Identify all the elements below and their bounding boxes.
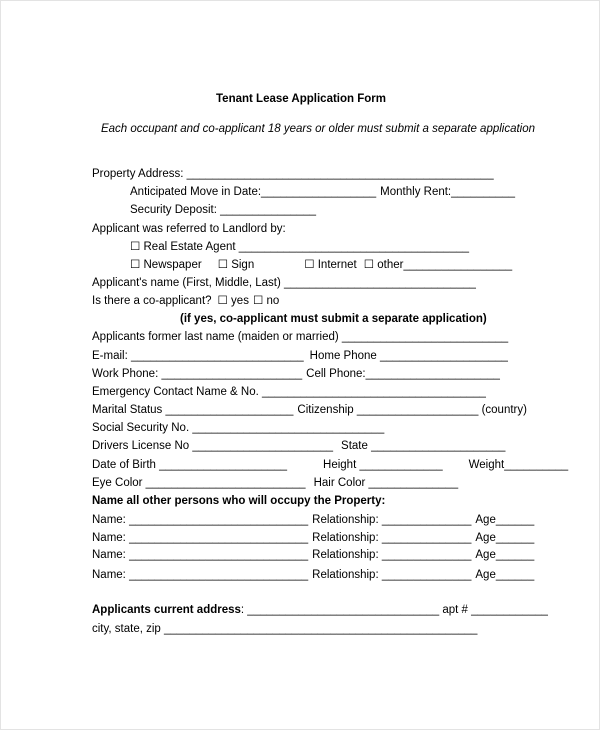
occupant-row [92,531,534,545]
monthly-rent-field[interactable]: Monthly Rent:__________ [380,186,516,198]
occupant-age-field[interactable]: Age______ [475,532,535,544]
referred-by-label: Applicant was referred to Landlord by: [92,223,286,235]
occupants-heading: Name all other persons who will occupy the Property: [92,495,386,507]
occupant-age-field[interactable]: Age______ [475,569,535,581]
cell-phone-field[interactable]: Cell Phone:_____________________ [306,368,500,380]
work-phone-field[interactable]: Work Phone: ______________________ [92,368,303,380]
citizenship-field[interactable]: Citizenship ___________________ (country) [297,404,527,416]
occupant-relationship-field[interactable]: Relationship: ______________ [312,569,472,581]
eye-hair-row [92,476,458,490]
eye-color-field[interactable]: Eye Color _________________________ [92,477,306,489]
co-applicant-question: Is there a co-applicant? [92,295,212,307]
email-field[interactable]: E-mail: ___________________________ [92,350,304,362]
occupant-name-field[interactable]: Name: ____________________________ [92,549,309,561]
referral-real-estate-checkbox[interactable]: ☐ Real Estate Agent ____________________________________ [130,241,470,253]
occupant-name-field[interactable]: Name: ____________________________ [92,514,309,526]
weight-field[interactable]: Weight__________ [468,459,569,471]
occupant-row [92,513,534,527]
security-deposit-field[interactable]: Security Deposit: _______________ [130,204,317,216]
move-in-row [130,185,515,199]
referral-sign-checkbox[interactable]: ☐ Sign [217,259,255,271]
current-address-row [92,603,548,617]
occupant-relationship-field[interactable]: Relationship: ______________ [312,549,472,561]
former-last-name-field[interactable]: Applicants former last name (maiden or married) __________________________ [92,331,509,343]
co-applicant-note: (if yes, co-applicant must submit a separate application) [180,313,487,325]
referral-options-row [130,258,512,272]
dob-height-weight-row [92,458,568,472]
work-cell-row [92,367,500,381]
state-field[interactable]: State _____________________ [341,440,506,452]
co-applicant-row [92,294,279,308]
city-state-zip-field[interactable]: city, state, zip _________________________________________________ [92,623,478,635]
occupant-row [92,548,534,562]
date-of-birth-field[interactable]: Date of Birth ____________________ [92,459,288,471]
email-phone-row [92,349,508,363]
property-address-field[interactable]: Property Address: ________________________________________________ [92,168,494,180]
applicant-name-field[interactable]: Applicant's name (First, Middle, Last) ______________________________ [92,277,476,289]
license-state-row [92,439,505,453]
co-applicant-no-checkbox[interactable]: ☐ no [252,295,280,307]
hair-color-field[interactable]: Hair Color ______________ [313,477,459,489]
current-address-field[interactable]: : ______________________________ apt # ____________ [240,604,548,616]
move-in-date-field[interactable]: Anticipated Move in Date:__________________ [130,186,377,198]
form-subtitle: Each occupant and co-applicant 18 years or older must submit a separate application [100,123,536,135]
co-applicant-yes-checkbox[interactable]: ☐ yes [217,295,249,307]
marital-citizenship-row [92,403,527,417]
referral-newspaper-checkbox[interactable]: ☐ Newspaper [130,259,202,271]
social-security-field[interactable]: Social Security No. ______________________________ [92,422,385,434]
referral-internet-checkbox[interactable]: ☐ Internet [304,259,357,271]
emergency-contact-field[interactable]: Emergency Contact Name & No. ___________________________________ [92,386,486,398]
occupant-relationship-field[interactable]: Relationship: ______________ [312,514,472,526]
occupant-age-field[interactable]: Age______ [475,514,535,526]
height-field[interactable]: Height _____________ [323,459,443,471]
occupant-age-field[interactable]: Age______ [475,549,535,561]
occupant-name-field[interactable]: Name: ____________________________ [92,532,309,544]
occupant-relationship-field[interactable]: Relationship: ______________ [312,532,472,544]
referral-other-checkbox[interactable]: ☐ other_________________ [363,259,513,271]
current-address-label: Applicants current address [92,604,241,616]
home-phone-field[interactable]: Home Phone ____________________ [309,350,508,362]
form-title: Tenant Lease Application Form [216,93,386,105]
drivers-license-field[interactable]: Drivers License No ______________________ [92,440,334,452]
occupant-row [92,568,534,582]
occupant-name-field[interactable]: Name: ____________________________ [92,569,309,581]
marital-status-field[interactable]: Marital Status ____________________ [92,404,294,416]
